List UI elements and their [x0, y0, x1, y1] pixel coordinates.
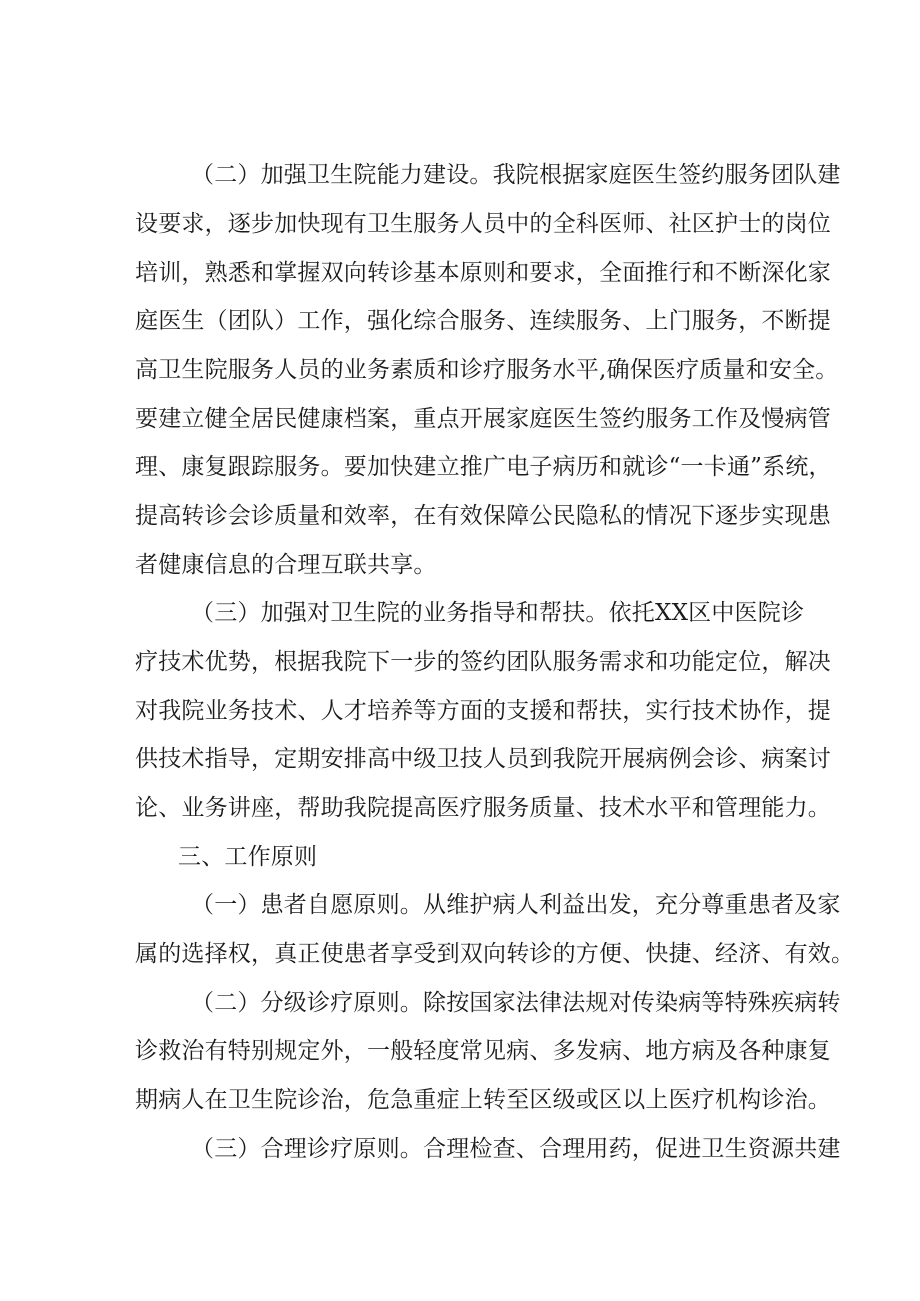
paragraph-2-line-7: 理、康复跟踪服务。要加快建立推广电子病历和就诊“一卡通”系统，: [135, 454, 832, 480]
paragraph-3-line-1: （三）加强对卫生院的业务指导和帮扶。依托XX区中医院诊: [191, 600, 805, 626]
paragraph-2-line-8: 提高转诊会诊质量和效率，在有效保障公民隐私的情况下逐步实现患: [135, 503, 831, 529]
section-heading-work-principles: 三、工作原则: [178, 844, 318, 870]
paragraph-3-line-4: 供技术指导，定期安排高中级卫技人员到我院开展病例会诊、病案讨: [135, 746, 831, 772]
paragraph-3-line-2: 疗技术优势，根据我院下一步的签约团队服务需求和功能定位，解决: [135, 649, 831, 675]
paragraph-2-line-4: 庭医生（团队）工作，强化综合服务、连续服务、上门服务，不断提: [135, 308, 831, 334]
paragraph-3-line-3: 对我院业务技术、人才培养等方面的支援和帮扶，实行技术协作，提: [135, 698, 831, 724]
principle-1-line-1: （一）患者自愿原则。从维护病人利益出发，充分尊重患者及家: [191, 892, 841, 918]
principle-2-line-2: 诊救治有特别规定外，一般轻度常见病、多发病、地方病及各种康复: [135, 1038, 831, 1064]
principle-1-line-2: 属的选择权，真正使患者享受到双向转诊的方便、快捷、经济、有效。: [135, 941, 855, 967]
paragraph-2-line-2: 设要求，逐步加快现有卫生服务人员中的全科医师、社区护士的岗位: [135, 211, 831, 237]
paragraph-2-line-9: 者健康信息的合理互联共享。: [135, 552, 437, 578]
paragraph-2-line-6: 要建立健全居民健康档案，重点开展家庭医生签约服务工作及慢病管: [135, 406, 831, 432]
paragraph-2-line-3: 培训，熟悉和掌握双向转诊基本原则和要求，全面推行和不断深化家: [135, 260, 831, 286]
principle-3-line-1: （三）合理诊疗原则。合理检查、合理用药，促进卫生资源共建: [191, 1136, 841, 1162]
principle-2-line-1: （二）分级诊疗原则。除按国家法律法规对传染病等特殊疾病转: [191, 990, 841, 1016]
paragraph-2-line-1: （二）加强卫生院能力建设。我院根据家庭医生签约服务团队建: [191, 162, 841, 188]
paragraph-2-line-5: 高卫生院服务人员的业务素质和诊疗服务水平,确保医疗质量和安全。: [135, 357, 839, 383]
paragraph-3-line-5: 论、业务讲座，帮助我院提高医疗服务质量、技术水平和管理能力。: [135, 795, 831, 821]
principle-2-line-3: 期病人在卫生院诊治，危急重症上转至区级或区以上医疗机构诊治。: [135, 1087, 831, 1113]
